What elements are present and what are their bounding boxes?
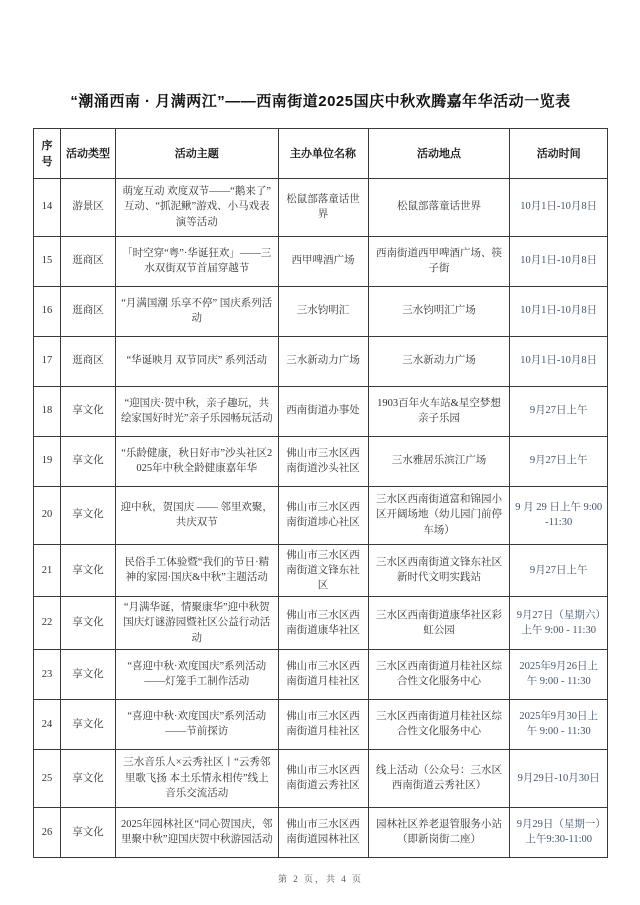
cell-organizer: 佛山市三水区西南街道月桂社区 (278, 649, 368, 699)
cell-no: 19 (34, 436, 61, 486)
cell-time: 10月1日-10月8日 (510, 236, 608, 286)
activity-table (33, 128, 608, 858)
cell-theme: “迎国庆·贺中秋，亲子趣玩，共绘家国好时光”亲子乐园畅玩活动 (116, 386, 278, 436)
table-row (34, 597, 608, 650)
col-header-organizer: 主办单位名称 (278, 128, 368, 178)
cell-location: 三水区西南街道文锋东社区新时代文明实践站 (368, 544, 510, 597)
cell-location: 松鼠部落童话世界 (368, 178, 510, 236)
table-row (34, 336, 608, 386)
cell-location: 三水区西南街道月桂社区综合性文化服务中心 (368, 699, 510, 749)
cell-no: 16 (34, 286, 61, 336)
cell-time: 10月1日-10月8日 (510, 178, 608, 236)
cell-organizer: 佛山市三水区西南街道园林社区 (278, 807, 368, 857)
cell-type: 逛商区 (60, 286, 115, 336)
cell-theme: 迎中秋，贺国庆 —— 邻里欢聚，共庆双节 (116, 486, 278, 544)
table-row (34, 178, 608, 236)
cell-theme: “华诞映月 双节同庆” 系列活动 (116, 336, 278, 386)
cell-time: 2025年9月26日上午 9:00 - 11:30 (510, 649, 608, 699)
cell-time: 9月27日上午 (510, 386, 608, 436)
cell-time: 9月29日-10月30日 (510, 749, 608, 807)
table-header (34, 128, 608, 178)
cell-theme: “月满华诞，情聚康华”迎中秋贺国庆灯谜游园暨社区公益行动活动 (116, 597, 278, 650)
cell-location: 三水区西南街道富和锦园小区开阔场地（幼儿园门前停车场） (368, 486, 510, 544)
cell-location: 三水区西南街道月桂社区综合性文化服务中心 (368, 649, 510, 699)
cell-organizer: 佛山市三水区西南街道埗心社区 (278, 486, 368, 544)
table-row (34, 286, 608, 336)
cell-theme: “喜迎中秋·欢度国庆”系列活动——节前探访 (116, 699, 278, 749)
cell-theme: 2025年园林社区“同心贺国庆，邻里聚中秋”迎国庆贺中秋游园活动 (116, 807, 278, 857)
cell-organizer: 西甲啤酒广场 (278, 236, 368, 286)
cell-organizer: 三水新动力广场 (278, 336, 368, 386)
cell-organizer: 佛山市三水区西南街道月桂社区 (278, 699, 368, 749)
cell-no: 22 (34, 597, 61, 650)
cell-type: 享文化 (60, 699, 115, 749)
cell-time: 9月27日上午 (510, 544, 608, 597)
cell-type: 享文化 (60, 649, 115, 699)
cell-organizer: 松鼠部落童话世界 (278, 178, 368, 236)
cell-no: 24 (34, 699, 61, 749)
header-row (34, 128, 608, 178)
cell-location: 园林社区养老退管服务小站（即新岗街二座） (368, 807, 510, 857)
activity-table-body (34, 178, 608, 857)
table-row (34, 386, 608, 436)
cell-type: 游景区 (60, 178, 115, 236)
cell-type: 享文化 (60, 544, 115, 597)
table-row (34, 699, 608, 749)
cell-no: 26 (34, 807, 61, 857)
col-header-no: 序号 (34, 128, 61, 178)
cell-type: 享文化 (60, 436, 115, 486)
table-row (34, 649, 608, 699)
cell-theme: “喜迎中秋·欢度国庆”系列活动——灯笼手工制作活动 (116, 649, 278, 699)
cell-time: 10月1日-10月8日 (510, 286, 608, 336)
cell-organizer: 佛山市三水区西南街道文锋东社区 (278, 544, 368, 597)
table-row (34, 749, 608, 807)
cell-no: 18 (34, 386, 61, 436)
table-row (34, 807, 608, 857)
cell-no: 15 (34, 236, 61, 286)
col-header-type: 活动类型 (60, 128, 115, 178)
cell-location: 1903百年火车站&星空梦想亲子乐园 (368, 386, 510, 436)
cell-organizer: 三水钧明汇 (278, 286, 368, 336)
table-row (34, 544, 608, 597)
cell-organizer: 佛山市三水区西南街道康华社区 (278, 597, 368, 650)
cell-type: 逛商区 (60, 336, 115, 386)
cell-theme: “月满国潮 乐享不停” 国庆系列活动 (116, 286, 278, 336)
cell-theme: 三水音乐人×云秀社区丨“云秀邻里歌飞扬 本土乐情永相传”线上音乐交流活动 (116, 749, 278, 807)
cell-time: 9月27日（星期六）上午 9:00 - 11:30 (510, 597, 608, 650)
cell-theme: 「时空穿“粤”·华诞狂欢」——三水双街双节首届穿越节 (116, 236, 278, 286)
cell-type: 享文化 (60, 597, 115, 650)
cell-theme: “乐龄健康，秋日好市”沙头社区2025年中秋全龄健康嘉年华 (116, 436, 278, 486)
cell-time: 9 月 29 日上午 9:00-11:30 (510, 486, 608, 544)
cell-no: 23 (34, 649, 61, 699)
col-header-time: 活动时间 (510, 128, 608, 178)
cell-type: 享文化 (60, 486, 115, 544)
page-title: “潮涌西南 · 月满两江”——西南街道2025国庆中秋欢腾嘉年华活动一览表 (70, 93, 571, 110)
table-row (34, 236, 608, 286)
cell-type: 逛商区 (60, 236, 115, 286)
cell-type: 享文化 (60, 749, 115, 807)
cell-theme: 萌宠互动 欢度双节——“鹅来了”互动、“抓泥鳅”游戏、小马戏表演等活动 (116, 178, 278, 236)
cell-organizer: 西南街道办事处 (278, 386, 368, 436)
cell-location: 线上活动（公众号：三水区西南街道云秀社区） (368, 749, 510, 807)
cell-location: 三水区西南街道康华社区彩虹公园 (368, 597, 510, 650)
page-footer: 第 2 页，共 4 页 (277, 873, 363, 884)
cell-theme: 民俗手工体验暨“我们的节日·精神的家园·国庆&中秋”主题活动 (116, 544, 278, 597)
col-header-location: 活动地点 (368, 128, 510, 178)
cell-location: 三水雅居乐滨江广场 (368, 436, 510, 486)
cell-time: 10月1日-10月8日 (510, 336, 608, 386)
cell-organizer: 佛山市三水区西南街道沙头社区 (278, 436, 368, 486)
cell-type: 享文化 (60, 386, 115, 436)
cell-no: 20 (34, 486, 61, 544)
cell-no: 14 (34, 178, 61, 236)
cell-time: 2025年9月30日上午 9:00 - 11:30 (510, 699, 608, 749)
cell-time: 9月27日上午 (510, 436, 608, 486)
col-header-theme: 活动主题 (116, 128, 278, 178)
cell-no: 25 (34, 749, 61, 807)
cell-time: 9月29日（星期一）上午9:30-11:00 (510, 807, 608, 857)
table-row (34, 436, 608, 486)
cell-location: 西南街道西甲啤酒广场、筷子街 (368, 236, 510, 286)
cell-no: 21 (34, 544, 61, 597)
cell-location: 三水钧明汇广场 (368, 286, 510, 336)
cell-organizer: 佛山市三水区西南街道云秀社区 (278, 749, 368, 807)
table-row (34, 486, 608, 544)
cell-location: 三水新动力广场 (368, 336, 510, 386)
cell-no: 17 (34, 336, 61, 386)
cell-type: 享文化 (60, 807, 115, 857)
